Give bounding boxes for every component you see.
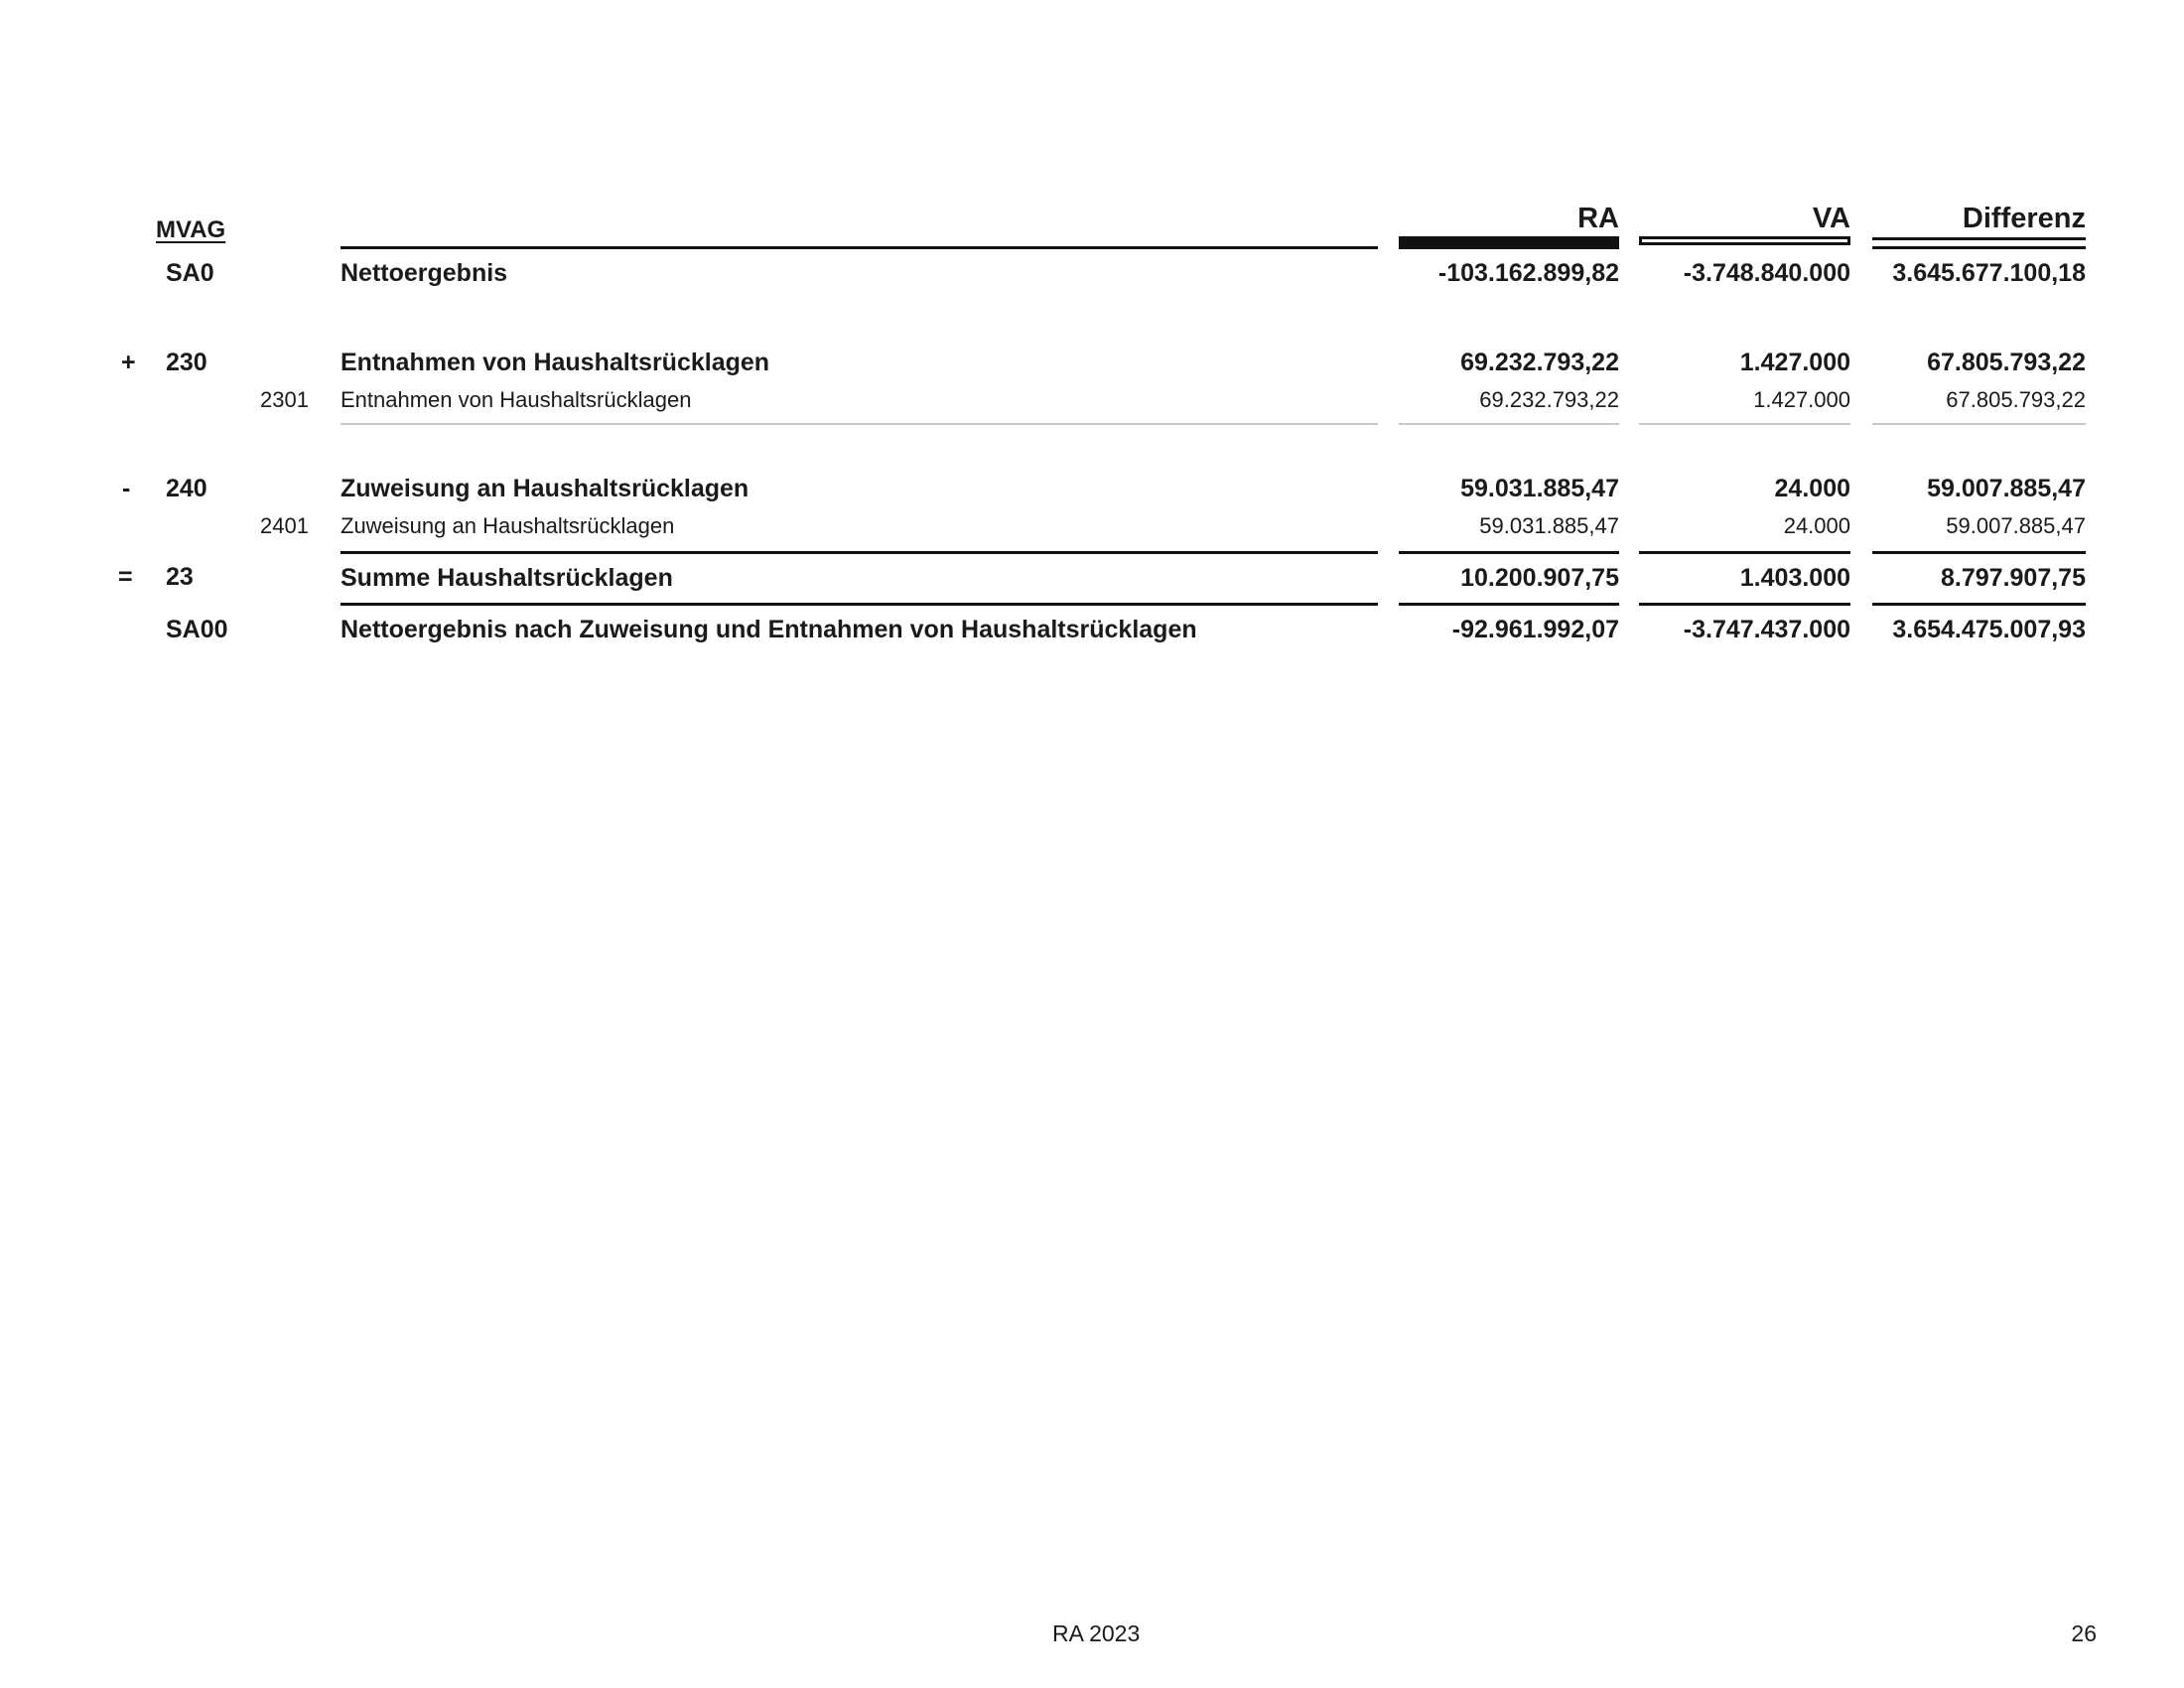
mvag-header: MVAG: [156, 216, 226, 243]
footer-report-title: RA 2023: [1052, 1620, 1141, 1646]
row-value-va: -3.748.840.000: [1683, 259, 1850, 287]
row-divider: [1399, 423, 1619, 425]
row-label: Zuweisung an Haushaltsrücklagen: [341, 513, 675, 538]
row-value-va: 24.000: [1774, 475, 1850, 502]
row-divider: [341, 423, 1378, 425]
row-value-differenz: 67.805.793,22: [1927, 349, 2086, 376]
row-divider: [1639, 423, 1850, 425]
row-subcode: 2401: [260, 513, 309, 538]
header-bar-ra: [1399, 236, 1619, 249]
row-value-ra: 69.232.793,22: [1479, 387, 1619, 412]
row-label: Nettoergebnis nach Zuweisung und Entnahmen von Haushaltsrücklagen: [341, 616, 1197, 643]
footer-page-number: 26: [2071, 1620, 2097, 1646]
row-divider: [1872, 423, 2086, 425]
row-operator: +: [121, 349, 136, 376]
row-value-va: -3.747.437.000: [1683, 616, 1850, 643]
row-value-va: 24.000: [1783, 513, 1850, 538]
row-value-ra: 59.031.885,47: [1460, 475, 1619, 502]
row-value-va: 1.427.000: [1753, 387, 1850, 412]
row-label: Zuweisung an Haushaltsrücklagen: [341, 475, 750, 502]
row-code: 23: [166, 563, 194, 591]
header-rule-differenz-bottom: [1872, 246, 2086, 249]
row-label: Summe Haushaltsrücklagen: [341, 564, 673, 592]
row-value-differenz: 59.007.885,47: [1927, 475, 2086, 502]
row-code: 230: [166, 349, 207, 376]
row-value-va: 1.403.000: [1739, 564, 1850, 592]
total-rule: [1872, 603, 2086, 606]
row-label: Nettoergebnis: [341, 259, 508, 287]
column-header-differenz: Differenz: [1962, 203, 2086, 234]
row-value-differenz: 8.797.907,75: [1941, 564, 2086, 592]
row-value-ra: 59.031.885,47: [1479, 513, 1619, 538]
subtotal-rule: [341, 551, 1378, 554]
row-value-differenz: 3.654.475.007,93: [1892, 616, 2086, 643]
row-value-ra: -103.162.899,82: [1437, 259, 1619, 287]
header-rule-label: [341, 246, 1378, 249]
row-value-ra: 10.200.907,75: [1460, 564, 1619, 592]
row-value-ra: -92.961.992,07: [1451, 616, 1619, 643]
row-code: SA0: [166, 259, 214, 287]
header-box-va: [1639, 236, 1850, 245]
subtotal-rule: [1872, 551, 2086, 554]
row-label: Entnahmen von Haushaltsrücklagen: [341, 387, 692, 412]
row-value-ra: 69.232.793,22: [1460, 349, 1619, 376]
row-code: 240: [166, 475, 207, 502]
total-rule: [341, 603, 1378, 606]
total-rule: [1399, 603, 1619, 606]
row-value-differenz: 3.645.677.100,18: [1892, 259, 2086, 287]
subtotal-rule: [1639, 551, 1850, 554]
row-value-differenz: 59.007.885,47: [1946, 513, 2086, 538]
row-subcode: 2301: [260, 387, 309, 412]
row-value-differenz: 67.805.793,22: [1946, 387, 2086, 412]
header-rule-differenz-top: [1872, 237, 2086, 240]
column-header-ra: RA: [1577, 203, 1619, 234]
row-label: Entnahmen von Haushaltsrücklagen: [341, 349, 770, 376]
row-code: SA00: [166, 616, 228, 643]
row-operator: =: [118, 563, 133, 591]
column-header-va: VA: [1812, 203, 1850, 234]
row-operator: -: [122, 475, 131, 502]
total-rule: [1639, 603, 1850, 606]
subtotal-rule: [1399, 551, 1619, 554]
row-value-va: 1.427.000: [1739, 349, 1850, 376]
